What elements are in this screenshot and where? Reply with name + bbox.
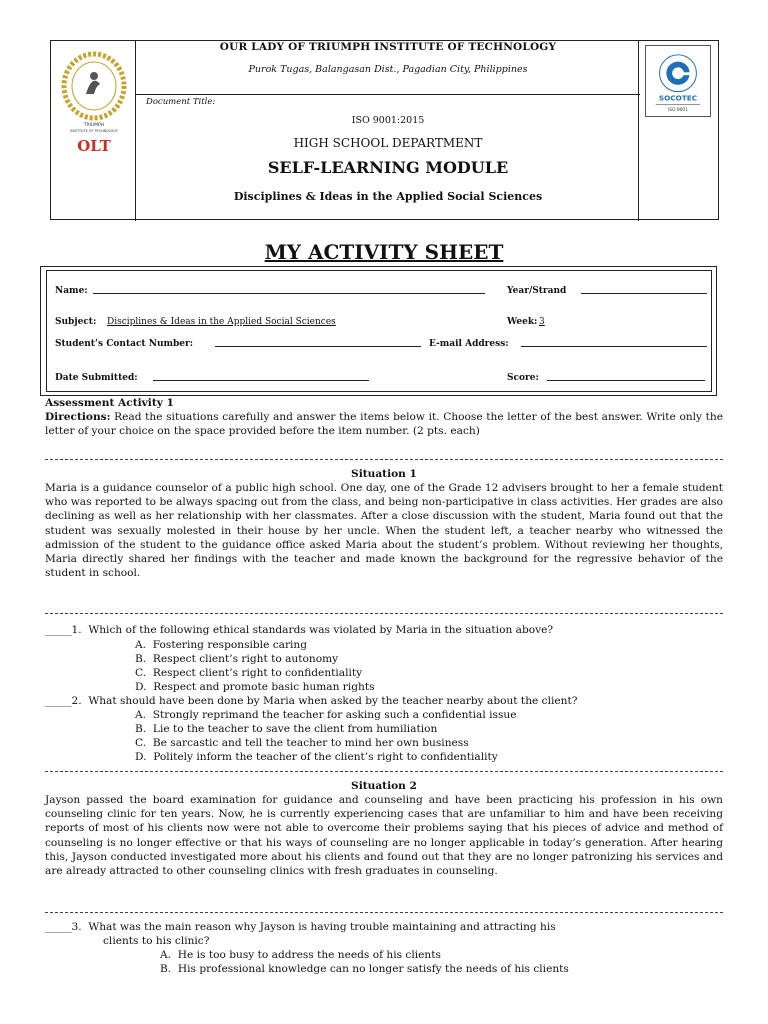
date-submitted-label: Date Submitted: <box>55 373 138 383</box>
socotec-certification-logo <box>645 45 711 117</box>
department-name: HIGH SCHOOL DEPARTMENT <box>293 136 483 150</box>
school-name: OUR LADY OF TRIUMPH INSTITUTE OF TECHNOLOGY <box>219 41 557 53</box>
situation-2-title: Situation 2 <box>351 780 417 792</box>
subject-label: Subject: <box>55 317 97 327</box>
activity-title: Assessment Activity 1 <box>45 397 174 409</box>
directions <box>45 410 723 438</box>
subject-title: Disciplines & Ideas in the Applied Social Sciences <box>233 190 543 203</box>
student-info-inner <box>46 270 712 392</box>
svg-text:ISO 9001: ISO 9001 <box>668 108 688 114</box>
question-3 <box>45 920 725 934</box>
iso-standard: ISO 9001:2015 <box>351 115 425 126</box>
question-text: What should have been done by Maria when asked by the teacher nearby about the client? <box>88 695 578 707</box>
option-1b: B. Respect client’s right to autonomy <box>135 653 339 665</box>
svg-text:INSTITUTE OF TECHNOLOGY: INSTITUTE OF TECHNOLOGY <box>70 129 118 133</box>
option-2d: D. Politely inform the teacher of the client’s right to confidentiality <box>135 751 498 763</box>
option-2c: C. Be sarcastic and tell the teacher to mind her own business <box>135 737 469 749</box>
week-label: Week: <box>507 317 538 327</box>
document-header <box>50 40 719 220</box>
year-strand-field[interactable] <box>581 284 707 294</box>
directions-text: Read the situations carefully and answer the items below it. Choose the letter of the best answer. Write only the letter of your choice on the space provided before the item number. (2 pts. each) <box>45 411 723 438</box>
name-label: Name: <box>55 286 88 296</box>
situation-1-text: Maria is a guidance counselor of a public high school. One day, one of the Grade 12 advisers brought to her a female student who was reported to be always spacing out from the class, and being non-participative in class activities. Her grades are also declining as well as her relationship with her classmates. After a close discussion with the student, Maria found out that the student was sexually molested in their house by her uncle. When the student left, a teacher nearby who witnessed the admission of the student to the guidance office asked Maria about the student’s problem. Without reviewing her thoughts, Maria directly shared her findings with the teacher and made known the background for the regressive behavior of the student in school. <box>45 482 723 580</box>
option-2b: B. Lie to the teacher to save the client from humiliation <box>135 723 438 735</box>
situation-2-text: Jayson passed the board examination for guidance and counseling and have been practicing his profession in his own counseling clinic for ten years. Now, he is currently experiencing cases that are unfamiliar to him and have been receiving reports of most of his clients now were not able to overcome their problems saying that his pieces of advice and method of counseling is no longer effective or that his ways of counseling are no longer applicable in today’s generation. After hearing this, Jayson conducted investigated more about his clients and found out that they are no longer patronizing his services and are already attracted to other counseling clinics with fresh graduates in counseling. <box>45 794 723 878</box>
answer-blank[interactable]: _____ <box>45 921 72 933</box>
section-divider <box>45 912 723 913</box>
option-3a: A. He is too busy to address the needs of his clients <box>160 949 441 961</box>
svg-text:OLT: OLT <box>77 137 111 155</box>
question-text: Which of the following ethical standards was violated by Maria in the situation above? <box>88 624 554 636</box>
score-label: Score: <box>507 373 539 383</box>
module-title: SELF-LEARNING MODULE <box>267 158 509 177</box>
answer-blank[interactable]: _____ <box>45 624 72 636</box>
option-3b: B. His professional knowledge can no longer satisfy the needs of his clients <box>160 963 569 975</box>
section-divider <box>45 459 723 460</box>
question-1 <box>45 623 725 637</box>
school-logo <box>58 46 130 156</box>
option-1d: D. Respect and promote basic human rights <box>135 681 375 693</box>
week-value: 3 <box>539 317 545 327</box>
sheet-title: MY ACTIVITY SHEET <box>264 240 504 264</box>
email-label: E-mail Address: <box>429 339 509 349</box>
option-1c: C. Respect client’s right to confidentiality <box>135 667 363 679</box>
option-2a: A. Strongly reprimand the teacher for asking such a confidential issue <box>135 709 517 721</box>
left-logo-cell <box>51 41 136 221</box>
contact-number-label: Student’s Contact Number: <box>55 339 194 349</box>
question-number: 1. <box>71 624 82 636</box>
name-field[interactable] <box>93 284 485 294</box>
question-3-continued: clients to his clinic? <box>103 935 210 947</box>
email-field[interactable] <box>521 337 707 347</box>
question-text: What was the main reason why Jayson is having trouble maintaining and attracting his <box>88 921 556 933</box>
section-divider <box>45 771 723 772</box>
right-logo-cell <box>638 41 718 221</box>
svg-text:TRIUMPH: TRIUMPH <box>83 123 105 128</box>
date-submitted-field[interactable] <box>153 371 369 381</box>
year-strand-label: Year/Strand <box>507 286 567 296</box>
document-title-label: Document Title: <box>146 97 216 107</box>
question-number: 3. <box>71 921 82 933</box>
svg-text:SOCOTEC: SOCOTEC <box>658 93 698 103</box>
school-address: Purok Tugas, Balangasan Dist., Pagadian City, Philippines <box>248 64 528 75</box>
option-1a: A. Fostering responsible caring <box>135 639 308 651</box>
situation-1-title: Situation 1 <box>351 468 417 480</box>
question-number: 2. <box>71 695 82 707</box>
answer-blank[interactable]: _____ <box>45 695 72 707</box>
score-field[interactable] <box>547 371 705 381</box>
contact-number-field[interactable] <box>215 337 421 347</box>
section-divider <box>45 613 723 614</box>
header-divider <box>136 94 640 95</box>
question-2 <box>45 694 725 708</box>
subject-value: Disciplines & Ideas in the Applied Social Sciences <box>107 317 336 327</box>
directions-label: Directions: <box>45 411 111 423</box>
